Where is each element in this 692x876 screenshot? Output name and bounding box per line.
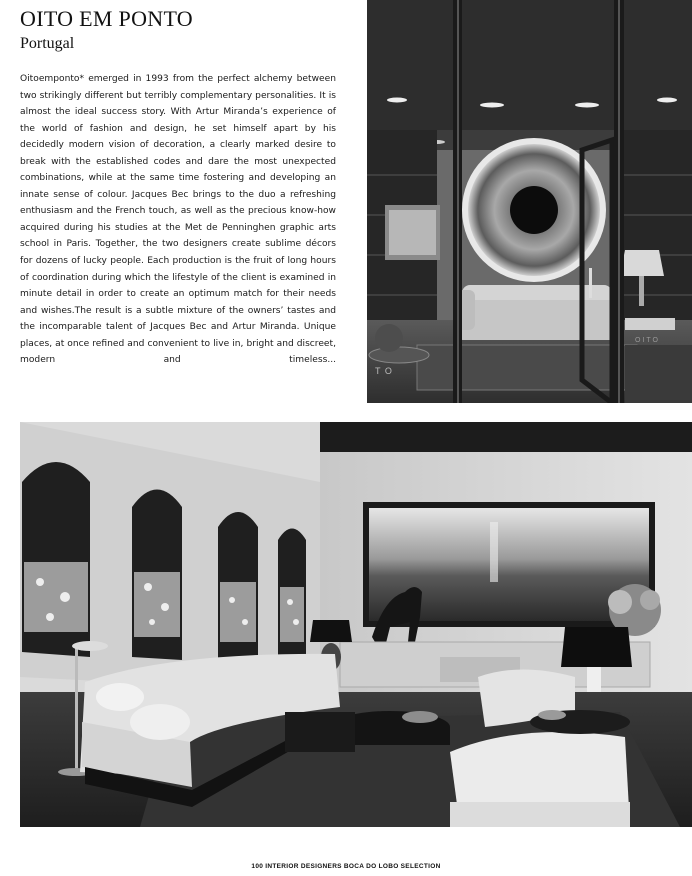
page-title: OITO EM PONTO — [20, 6, 193, 31]
svg-text:T O: T O — [375, 366, 393, 376]
body-paragraph: Oitoemponto* emerged in 1993 from the perfect alchemy between two strikingly different but terribly complementary personalities. It is almost the ideal success story. With Artur Miranda’s experience of the world of fashion and design, he set himself apart by his decidedly modern vision of decoration, a clearly marked desire to break with the established codes and dare the most unexpected combinations, while at the same time fostering and developing an innate sense of colour. Jacques Bec brings to the duo a refreshing enthusiasm and the French touch, as well as the precious know-how acquired during his studies at the Met de Penninghen graphic arts school in Paris. Together, the two designers create sublime décors for dozens of lucky people. Each production is the fruit of long hours of coordination during which the lifestyle of the client is examined in minute detail in order to create an optimum match for their needs and wishes.The result is a subtle mixture of the owners’ tastes and the incomparable talent of Jacques Bec and Artur Miranda. Unique places, at once refined and convenient to live in, bright and discreet, modern and timeless... — [20, 74, 336, 366]
page-subtitle: Portugal — [20, 35, 75, 52]
window-sign-text: OITO — [635, 337, 660, 344]
living-room-photo — [20, 422, 692, 827]
page-footer: 100 INTERIOR DESIGNERS BOCA DO LOBO SELECTION — [251, 863, 441, 870]
showroom-entrance-photo — [367, 0, 692, 403]
